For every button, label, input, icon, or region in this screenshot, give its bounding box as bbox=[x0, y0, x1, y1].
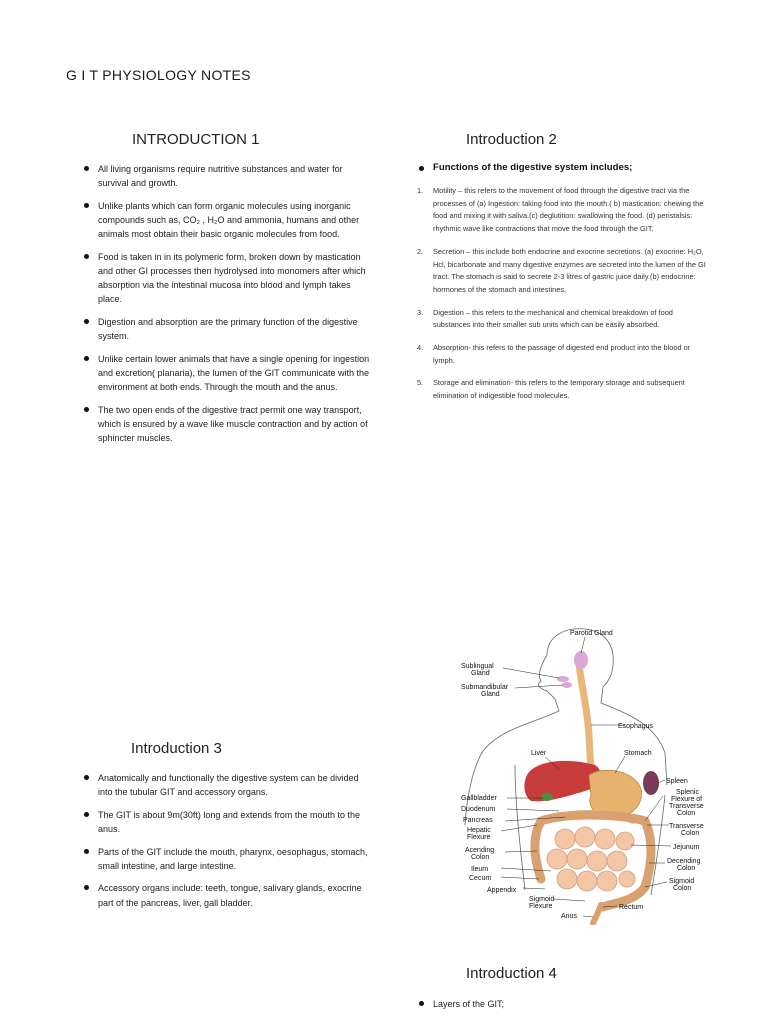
small-intestine-shape bbox=[547, 827, 635, 891]
item-number: 2. bbox=[417, 246, 424, 256]
document-title: G I T PHYSIOLOGY NOTES bbox=[66, 67, 251, 83]
label-rectum: Rectum bbox=[619, 904, 644, 911]
intro2-subheading: Functions of the digestive system includes; bbox=[417, 162, 632, 173]
parotid-gland-shape bbox=[574, 651, 588, 669]
label-descending-colon-2: Colon bbox=[677, 865, 696, 872]
label-submandibular-gland: Submandibular bbox=[461, 684, 509, 691]
label-stomach: Stomach bbox=[624, 750, 652, 757]
item-text: Digestion – this refers to the mechanical and chemical breakdown of food substances into their smaller sub units which can be easily absorbed. bbox=[433, 307, 673, 330]
intro4-heading: Introduction 4 bbox=[466, 965, 557, 982]
list-item bbox=[417, 246, 707, 297]
label-anus: Anus bbox=[561, 913, 577, 920]
label-ileum: Ileum bbox=[471, 866, 489, 873]
list-item: Unlike plants which can form organic molecules using inorganic compounds such as, CO₂ , H₂O and ammonia, humans and other animals most obtain their basic organic molecules from food. bbox=[82, 199, 372, 242]
item-number: 1. bbox=[417, 186, 424, 195]
list-item: Parts of the GIT include the mouth, pharynx, oesophagus, stomach, small intestine, and large intestine. bbox=[82, 845, 372, 873]
item-text: Secretion – this include both endocrine and exocrine secretions. (a) exocrine: H₂O, Hcl, bicarbonate and many digestive enzymes are secreted into the lumen of the GI tract. The stomach is said to secrete 2-3 litres of gastric juice daily.(b) endocrine: hormones of the stomach and intestines. bbox=[433, 246, 706, 294]
label-liver: Liver bbox=[531, 750, 547, 757]
label-splenic-flexure-2: Flexure of bbox=[671, 796, 703, 803]
liver-shape bbox=[524, 761, 600, 801]
label-splenic-flexure: Splenic bbox=[676, 789, 699, 796]
list-item: Anatomically and functionally the digestive system can be divided into the tubular GIT and accessory organs. bbox=[82, 771, 372, 799]
label-pancreas: Pancreas bbox=[463, 817, 493, 824]
list-item: Unlike certain lower animals that have a single opening for ingestion and excretion( planaria), the lumen of the GIT communicate with the environment at both ends. Through the mouth and the anus. bbox=[82, 352, 372, 395]
label-duodenum: Duodenum bbox=[461, 806, 496, 813]
label-ascending-colon-2: Colon bbox=[471, 854, 490, 861]
digestive-system-diagram bbox=[455, 625, 720, 925]
label-jejunum: Jejunum bbox=[673, 844, 700, 851]
label-parotid-gland: Parotid Gland bbox=[570, 630, 613, 637]
list-item: Layers of the GIT; bbox=[417, 997, 707, 1011]
label-cecum: Cecum bbox=[469, 875, 492, 882]
intro3-bullet-list bbox=[82, 771, 372, 918]
label-splenic-flexure-3: Transverse bbox=[669, 803, 704, 810]
label-gallbladder: Gallbladder bbox=[461, 795, 497, 802]
list-item bbox=[417, 185, 707, 236]
rectum-shape bbox=[593, 905, 601, 923]
label-hepatic-flexure-2: Flexure bbox=[467, 834, 491, 841]
label-sublingual-gland: Sublingual bbox=[461, 663, 494, 670]
item-text: Storage and elimination- this refers to the temporary storage and subsequent elimination of indigestible food molecules. bbox=[433, 378, 685, 401]
list-item: All living organisms require nutritive substances and water for survival and growth. bbox=[82, 162, 372, 190]
list-item: The GIT is about 9m(30ft) long and extends from the mouth to the anus. bbox=[82, 808, 372, 836]
intro1-heading: INTRODUCTION 1 bbox=[132, 131, 260, 148]
list-item: Digestion and absorption are the primary function of the digestive system. bbox=[82, 315, 372, 343]
label-sublingual-gland-2: Gland bbox=[471, 670, 490, 677]
label-sigmoid-flexure: Sigmoid bbox=[529, 896, 555, 903]
item-number: 5. bbox=[417, 378, 424, 388]
intro1-bullet-list bbox=[82, 162, 372, 454]
item-text: Absorption- this refers to the passage of digested end product into the blood or lymph. bbox=[433, 343, 691, 365]
intro4-bullet-list bbox=[417, 997, 707, 1020]
label-submandibular-gland-2: Gland bbox=[481, 691, 500, 698]
spleen-shape bbox=[643, 771, 659, 795]
intro2-numbered-list bbox=[417, 185, 707, 413]
sublingual-gland-shape bbox=[557, 676, 569, 682]
list-item bbox=[417, 342, 707, 367]
list-item: Accessory organs include: teeth, tongue, salivary glands, exocrine part of the pancreas, liver, gall bladder. bbox=[82, 881, 372, 909]
list-item: Food is taken in in its polymeric form, broken down by mastication and other GI processes then hydrolysed into monomers after which absorption via the intestinal mucosa into blood and lymph takes place. bbox=[82, 250, 372, 307]
label-sigmoid-flexure-2: Flexure bbox=[529, 903, 553, 910]
label-transverse-colon-2: Colon bbox=[681, 830, 700, 837]
intro2-heading: Introduction 2 bbox=[466, 131, 557, 148]
intro3-heading: Introduction 3 bbox=[131, 740, 222, 757]
item-number: 3. bbox=[417, 307, 424, 317]
gallbladder-shape bbox=[541, 793, 553, 801]
list-item: The two open ends of the digestive tract permit one way transport, which is ensured by a wave like muscle contraction and by action of sphincter muscles. bbox=[82, 403, 372, 446]
list-item bbox=[417, 377, 707, 402]
item-text: Motility – this refers to the movement of food through the digestive tract via the processes of (a) Ingestion: taking food into the mouth.( b) mastication: chewing the food and mixing it with saliva.(c) deglutition: swallowing the food. (d) peristalsis: rhythmic wave like contractions that move the food through the GIT. bbox=[433, 186, 704, 234]
label-spleen: Spleen bbox=[666, 778, 688, 785]
label-splenic-flexure-4: Colon bbox=[677, 810, 696, 817]
item-number: 4. bbox=[417, 343, 424, 353]
label-appendix: Appendix bbox=[487, 887, 517, 894]
label-hepatic-flexure: Hepatic bbox=[467, 827, 491, 834]
label-ascending-colon: Acending bbox=[465, 847, 495, 854]
label-transverse-colon: Transverse bbox=[669, 823, 704, 830]
label-descending-colon: Decending bbox=[667, 858, 701, 865]
submandibular-gland-shape bbox=[562, 682, 572, 688]
label-sigmoid-colon: Sigmoid bbox=[669, 878, 695, 885]
label-esophagus: Esophagus bbox=[618, 723, 654, 730]
label-sigmoid-colon-2: Colon bbox=[673, 885, 692, 892]
list-item bbox=[417, 307, 707, 332]
